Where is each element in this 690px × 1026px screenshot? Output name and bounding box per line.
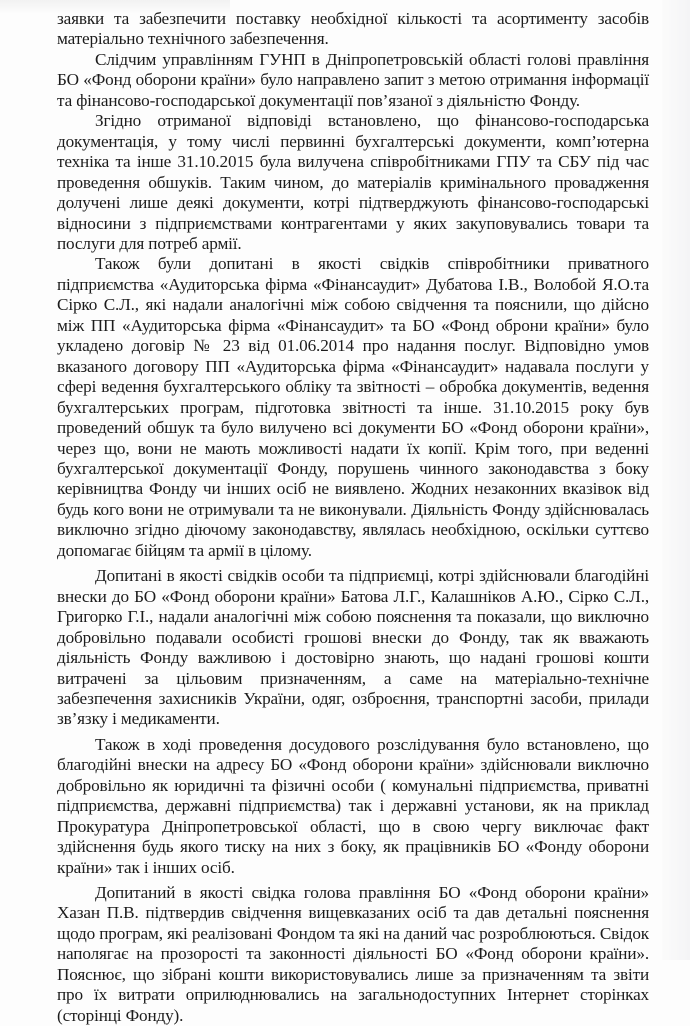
paragraph-voluntary-donations: Також в ході проведення досудового розслідування було встановлено, що благодійні внески на адресу БО «Фонд оборони країни» здійснювали виключно добровільно як юридичні та фізичні особи ( комунальні підприємства, приватні підприємства, державні підприємства) так і державні установи, як на приклад Прокуратура Дніпропетровської області, що в свою чергу виключає факт здійснення будь якого тиску на них з боку, як працівників БО «Фонду оборони країни» так і інших осіб. xyxy=(57,734,649,877)
document-page xyxy=(57,9,649,1026)
paragraph-investigation-request: Слідчим управлінням ГУНП в Дніпропетровській області голові правління БО «Фонд оборони країни» було направлено запит з метою отримання інформації та фінансово-господарської документації пов’язаної з діяльністю Фонду. xyxy=(57,49,649,110)
paragraph-continuation: заявки та забезпечити поставку необхідної кількості та асортименту засобів матеріально технічного забезпечення. xyxy=(57,9,649,49)
paragraph-seized-documents: Згідно отриманої відповіді встановлено, що фінансово-господарська документація, у тому числі первинні бухгалтерські документи, комп’ютерна техніка та інше 31.10.2015 була вилучена співробітниками ГПУ та СБУ під час проведення обшуків. Таким чином, до матеріалів кримінального провадження долучені лише деякі документи, котрі підтверджують фінансово-господарські відносини з підприємствами контрагентами у яких закуповувались товари та послуги для потреб армії. xyxy=(57,111,649,253)
scan-edge xyxy=(662,0,690,960)
paragraph-auditor-witnesses: Також були допитані в якості свідків співробітники приватного підприємства «Аудиторська фірма «Фінансаудит» Дубатова І.В., Волобой Я.О.та Сірко С.Л., які надали аналогічні між собою свідчення та пояснили, що дійсно між ПП «Аудиторська фірма «Фінансаудит» та БО «Фонд оброни країни» було укладено договір № 23 від 01.06.2014 про надання послуг. Відповідно умов вказаного договору ПП «Аудиторська фірма «Фінансаудит» надавала послуги у сфері ведення бухгалтерського обліку та звітності – обробка документів, ведення бухгалтерських програм, підготовка звітності та інше. 31.10.2015 року був проведений обшук та було вилучено всі документи БО «Фонд оборони країни», через що, вони не мають можливості надати їх копії. Крім того, при веденні бухгалтерської документації Фонду, порушень чинного законодавства з боку керівництва Фонду чи інших осіб не виявлено. Жодних незаконних вказівок від будь кого вони не отримували та не виконували. Діяльність Фонду здійснювалась виключно згідно діючому законодавству, являлась необхідною, оскільки суттєво допомагає бійцям та армії в цілому. xyxy=(57,254,649,560)
paragraph-chairman-testimony: Допитаний в якості свідка голова правління БО «Фонд оборони країни» Хазан П.В. підтвердив свідчення вищевказаних осіб та дав детальні пояснення щодо програм, які реалізовані Фондом та які на даний час розроблюються. Свідок наполягає на прозорості та законності діяльності БО «Фонд оборони країни». Пояснює, що зібрані кошти використовувались лише за призначенням та звіти про їх витрати оприлюднювались на загальнодоступних Інтернет сторінках (сторінці Фонду). xyxy=(57,883,649,1025)
paragraph-donor-witnesses: Допитані в якості свідків особи та підприємці, котрі здійснювали благодійні внески до БО «Фонд оборони країни» Батова Л.Г., Калашніков А.Ю., Сірко С.Л., Григорко Г.І., надали аналогічні між собою пояснення та показали, що виключно добровільно подавали особисті грошові внески до Фонду, так як вважають діяльність Фонду важливою і достовірно знають, що надані грошові кошти витрачені за цільовим призначенням, а саме на матеріально-технічне забезпечення захисників України, одяг, озброєння, транспортні засоби, прилади зв’язку і медикаменти. xyxy=(57,566,649,729)
